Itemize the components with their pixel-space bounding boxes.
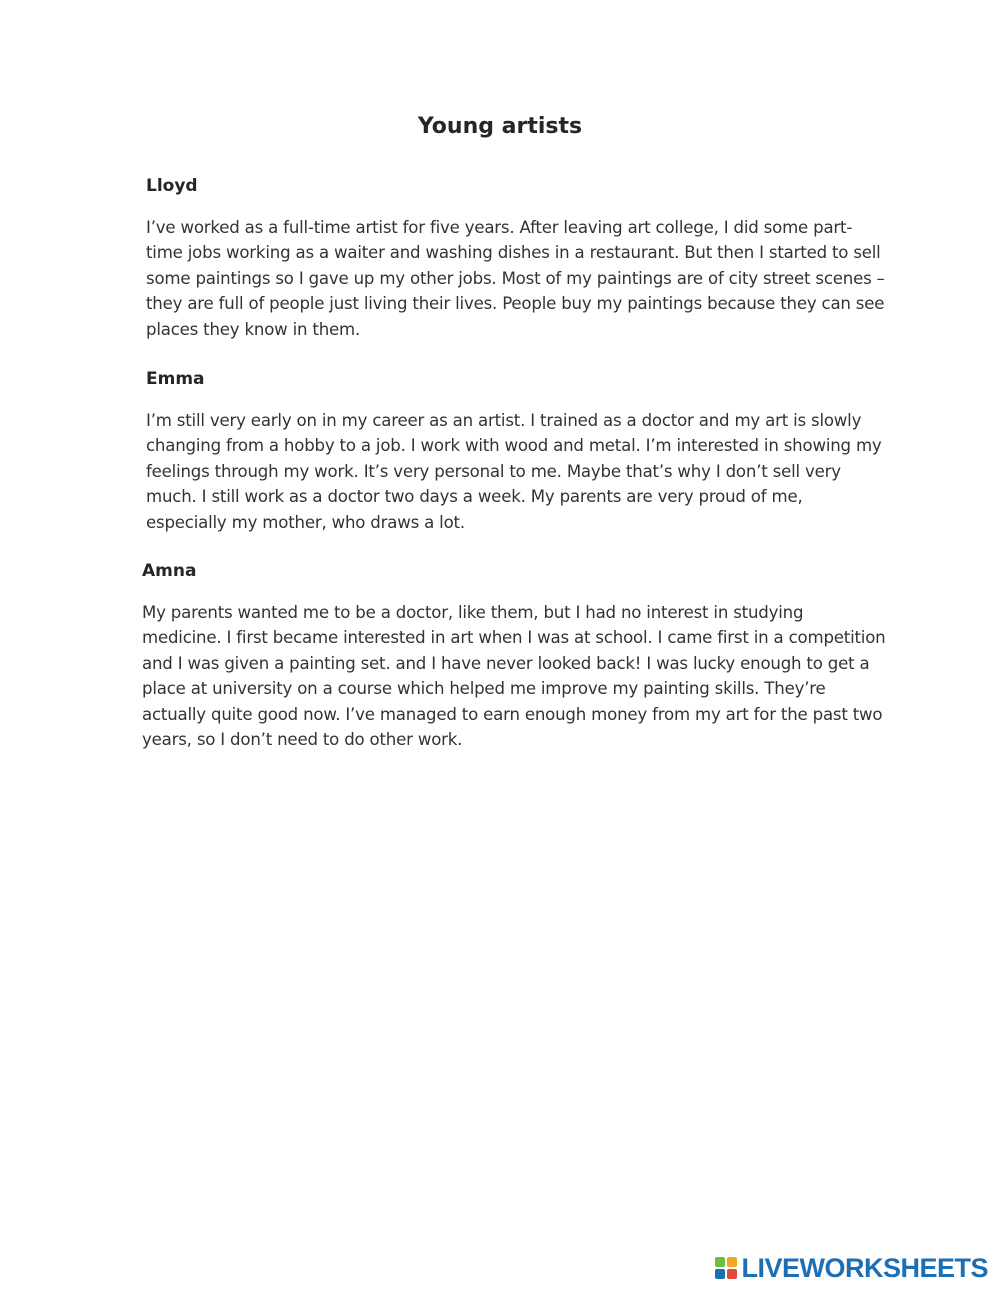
section-paragraph: My parents wanted me to be a doctor, like them, but I had no interest in studying medicine. I first became interested in art when I was at school. I came first in a competition and I was given a painting set. and I have never looked back! I was lucky enough to get a place at university on a course which helped me improve my painting skills. They’re actually quite good now. I’ve managed to earn enough money from my art for the past two years, so I don’t need to do other work. [142, 603, 886, 750]
section-heading: Emma [146, 369, 205, 389]
section-paragraph: I’m still very early on in my career as an artist. I trained as a doctor and my art is slowly changing from a hobby to a job. I work with wood and metal. I’m interested in showing my feelings through my work. It’s very personal to me. Maybe that’s why I don’t sell very much. I still work as a doctor two days a week. My parents are very proud of me, especially my mother, who draws a lot. [146, 411, 882, 532]
liveworksheets-logo-icon [715, 1257, 737, 1279]
section-emma [146, 368, 886, 535]
page-title: Young artists [417, 114, 583, 139]
section-heading: Lloyd [146, 176, 198, 196]
logo-text: LIVEWORKSHEETS [741, 1252, 988, 1283]
section-lloyd [146, 175, 886, 342]
section-amna [142, 560, 886, 752]
section-paragraph: I’ve worked as a full-time artist for five years. After leaving art college, I did some part-time jobs working as a waiter and washing dishes in a restaurant. But then I started to sell some paintings so I gave up my other jobs. Most of my paintings are of city street scenes – they are full of people just living their lives. People buy my paintings because they can see places they know in them. [146, 218, 885, 339]
liveworksheets-logo [715, 1254, 988, 1282]
section-heading: Amna [142, 561, 197, 581]
